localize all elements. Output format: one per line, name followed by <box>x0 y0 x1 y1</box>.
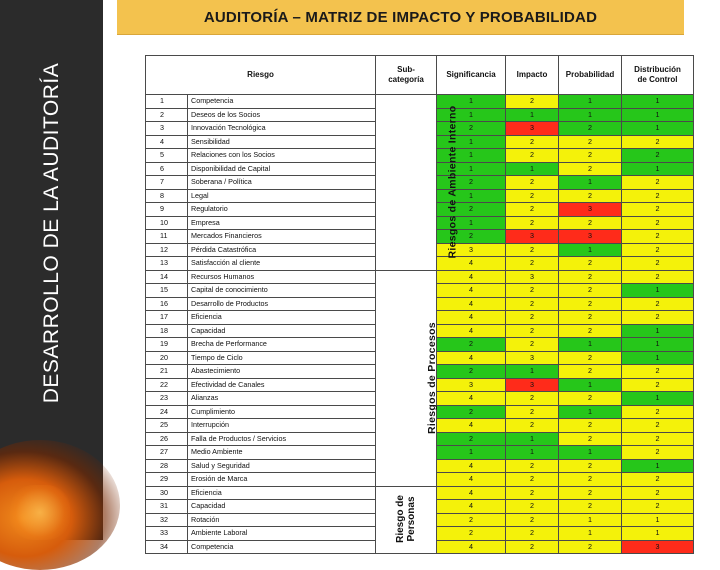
risk-name: Capacidad <box>188 500 376 514</box>
significancia-cell: 1 <box>437 108 506 122</box>
probabilidad-cell: 2 <box>559 486 622 500</box>
impacto-cell: 2 <box>506 486 559 500</box>
impacto-cell: 3 <box>506 230 559 244</box>
risk-name: Medio Ambiente <box>188 446 376 460</box>
page-title: AUDITORÍA – MATRIZ DE IMPACTO Y PROBABILIDAD <box>203 9 598 26</box>
risk-number: 27 <box>146 446 188 460</box>
risk-name: Mercados Financieros <box>188 230 376 244</box>
probabilidad-cell: 2 <box>559 432 622 446</box>
sidebar-orange-highlight <box>10 485 70 540</box>
subcategory-cell <box>376 95 459 271</box>
impacto-cell: 1 <box>506 446 559 460</box>
risk-matrix-container <box>145 55 693 551</box>
impacto-cell: 2 <box>506 203 559 217</box>
risk-name: Empresa <box>188 216 376 230</box>
distribucion-cell: 1 <box>622 324 694 338</box>
significancia-cell: 4 <box>437 459 506 473</box>
impacto-cell: 2 <box>506 284 559 298</box>
risk-name: Desarrollo de Productos <box>188 297 376 311</box>
impacto-cell: 2 <box>506 311 559 325</box>
table-row <box>146 95 694 109</box>
impacto-cell: 2 <box>506 473 559 487</box>
significancia-cell: 2 <box>437 432 506 446</box>
impacto-cell: 2 <box>506 243 559 257</box>
distribucion-cell: 1 <box>622 162 694 176</box>
significancia-cell: 2 <box>437 527 506 541</box>
significancia-cell: 1 <box>437 135 506 149</box>
significancia-cell: 4 <box>437 419 506 433</box>
distribucion-cell: 2 <box>622 203 694 217</box>
distribucion-cell: 1 <box>622 338 694 352</box>
risk-number: 32 <box>146 513 188 527</box>
distribucion-cell: 2 <box>622 230 694 244</box>
risk-name: Falla de Productos / Servicios <box>188 432 376 446</box>
impacto-cell: 2 <box>506 527 559 541</box>
impacto-cell: 2 <box>506 500 559 514</box>
risk-number: 11 <box>146 230 188 244</box>
risk-number: 16 <box>146 297 188 311</box>
distribucion-cell: 1 <box>622 95 694 109</box>
subcategory-label-line2: Personas <box>406 496 418 542</box>
impacto-cell: 2 <box>506 189 559 203</box>
header-distribucion-line2: de Control <box>637 75 678 84</box>
impacto-cell: 1 <box>506 162 559 176</box>
table-row <box>146 270 694 284</box>
impacto-cell: 2 <box>506 95 559 109</box>
risk-number: 28 <box>146 459 188 473</box>
probabilidad-cell: 2 <box>559 351 622 365</box>
distribucion-cell: 1 <box>622 459 694 473</box>
impacto-cell: 2 <box>506 135 559 149</box>
distribucion-cell: 2 <box>622 149 694 163</box>
impacto-cell: 2 <box>506 297 559 311</box>
distribucion-cell: 2 <box>622 473 694 487</box>
risk-number: 3 <box>146 122 188 136</box>
distribucion-cell: 1 <box>622 351 694 365</box>
probabilidad-cell: 1 <box>559 108 622 122</box>
risk-name: Brecha de Performance <box>188 338 376 352</box>
significancia-cell: 1 <box>437 149 506 163</box>
risk-name: Innovación Tecnológica <box>188 122 376 136</box>
subcategory-label: Riesgos de Ambiente Interno <box>446 105 459 259</box>
risk-name: Salud y Seguridad <box>188 459 376 473</box>
sidebar <box>0 0 103 540</box>
risk-name: Interrupción <box>188 419 376 433</box>
risk-number: 1 <box>146 95 188 109</box>
probabilidad-cell: 2 <box>559 135 622 149</box>
significancia-cell: 1 <box>437 446 506 460</box>
risk-name: Regulatorio <box>188 203 376 217</box>
impacto-cell: 2 <box>506 405 559 419</box>
risk-name: Competencia <box>188 95 376 109</box>
impacto-cell: 2 <box>506 257 559 271</box>
risk-number: 5 <box>146 149 188 163</box>
risk-name: Alianzas <box>188 392 376 406</box>
probabilidad-cell: 2 <box>559 500 622 514</box>
header-distribucion-line1: Distribución <box>634 65 681 74</box>
probabilidad-cell: 1 <box>559 513 622 527</box>
impacto-cell: 1 <box>506 365 559 379</box>
probabilidad-cell: 2 <box>559 122 622 136</box>
significancia-cell: 1 <box>437 189 506 203</box>
impacto-cell: 2 <box>506 324 559 338</box>
risk-number: 10 <box>146 216 188 230</box>
subcategory-label: Riesgos de Procesos <box>425 321 438 434</box>
risk-name: Recursos Humanos <box>188 270 376 284</box>
risk-number: 33 <box>146 527 188 541</box>
probabilidad-cell: 1 <box>559 446 622 460</box>
header-subcategoria-line1: Sub- <box>397 65 415 74</box>
probabilidad-cell: 2 <box>559 270 622 284</box>
probabilidad-cell: 2 <box>559 311 622 325</box>
header-subcategoria <box>376 56 437 95</box>
risk-number: 9 <box>146 203 188 217</box>
risk-name: Eficiencia <box>188 311 376 325</box>
risk-number: 18 <box>146 324 188 338</box>
significancia-cell: 4 <box>437 311 506 325</box>
risk-number: 34 <box>146 540 188 554</box>
distribucion-cell: 2 <box>622 311 694 325</box>
distribucion-cell: 2 <box>622 432 694 446</box>
probabilidad-cell: 2 <box>559 297 622 311</box>
distribucion-cell: 2 <box>622 446 694 460</box>
distribucion-cell: 2 <box>622 378 694 392</box>
probabilidad-cell: 1 <box>559 176 622 190</box>
significancia-cell: 4 <box>437 297 506 311</box>
subcategory-cell <box>376 486 437 554</box>
significancia-cell: 4 <box>437 324 506 338</box>
risk-name: Disponibilidad de Capital <box>188 162 376 176</box>
risk-number: 7 <box>146 176 188 190</box>
distribucion-cell: 2 <box>622 365 694 379</box>
significancia-cell: 1 <box>437 162 506 176</box>
risk-name: Cumplimiento <box>188 405 376 419</box>
impacto-cell: 2 <box>506 459 559 473</box>
subcategory-cell <box>376 270 437 486</box>
probabilidad-cell: 1 <box>559 95 622 109</box>
distribucion-cell: 2 <box>622 297 694 311</box>
table-row <box>146 486 694 500</box>
distribucion-cell: 2 <box>622 257 694 271</box>
risk-number: 20 <box>146 351 188 365</box>
probabilidad-cell: 1 <box>559 527 622 541</box>
probabilidad-cell: 2 <box>559 459 622 473</box>
distribucion-cell: 3 <box>622 540 694 554</box>
significancia-cell: 2 <box>437 338 506 352</box>
significancia-cell: 2 <box>437 203 506 217</box>
probabilidad-cell: 1 <box>559 405 622 419</box>
significancia-cell: 3 <box>437 243 506 257</box>
probabilidad-cell: 2 <box>559 257 622 271</box>
header-impacto: Impacto <box>506 56 559 95</box>
probabilidad-cell: 2 <box>559 540 622 554</box>
risk-name: Competencia <box>188 540 376 554</box>
probabilidad-cell: 2 <box>559 149 622 163</box>
risk-name: Pérdida Catastrófica <box>188 243 376 257</box>
impacto-cell: 2 <box>506 513 559 527</box>
significancia-cell: 4 <box>437 392 506 406</box>
significancia-cell: 4 <box>437 270 506 284</box>
impacto-cell: 1 <box>506 432 559 446</box>
risk-name: Capital de conocimiento <box>188 284 376 298</box>
probabilidad-cell: 1 <box>559 243 622 257</box>
probabilidad-cell: 2 <box>559 216 622 230</box>
risk-number: 21 <box>146 365 188 379</box>
risk-number: 4 <box>146 135 188 149</box>
risk-name: Capacidad <box>188 324 376 338</box>
risk-name: Tiempo de Ciclo <box>188 351 376 365</box>
risk-number: 15 <box>146 284 188 298</box>
significancia-cell: 4 <box>437 540 506 554</box>
risk-number: 25 <box>146 419 188 433</box>
distribucion-cell: 1 <box>622 513 694 527</box>
significancia-cell: 2 <box>437 230 506 244</box>
risk-number: 26 <box>146 432 188 446</box>
probabilidad-cell: 2 <box>559 473 622 487</box>
significancia-cell: 2 <box>437 122 506 136</box>
risk-name: Eficiencia <box>188 486 376 500</box>
risk-name: Abastecimiento <box>188 365 376 379</box>
impacto-cell: 3 <box>506 122 559 136</box>
distribucion-cell: 1 <box>622 108 694 122</box>
risk-number: 29 <box>146 473 188 487</box>
header-row <box>146 56 694 95</box>
sidebar-vertical-title: DESARROLLO DE LA AUDITORÍA <box>40 62 63 404</box>
distribucion-cell: 2 <box>622 176 694 190</box>
subcategory-label-line1: Riesgo de <box>395 495 407 544</box>
significancia-cell: 2 <box>437 405 506 419</box>
risk-name: Legal <box>188 189 376 203</box>
impacto-cell: 1 <box>506 108 559 122</box>
impacto-cell: 2 <box>506 540 559 554</box>
risk-number: 6 <box>146 162 188 176</box>
distribucion-cell: 1 <box>622 122 694 136</box>
risk-number: 19 <box>146 338 188 352</box>
probabilidad-cell: 2 <box>559 419 622 433</box>
distribucion-cell: 2 <box>622 486 694 500</box>
distribucion-cell: 2 <box>622 419 694 433</box>
distribucion-cell: 1 <box>622 527 694 541</box>
significancia-cell: 4 <box>437 473 506 487</box>
risk-number: 2 <box>146 108 188 122</box>
risk-name: Erosión de Marca <box>188 473 376 487</box>
impacto-cell: 2 <box>506 149 559 163</box>
probabilidad-cell: 1 <box>559 338 622 352</box>
risk-number: 31 <box>146 500 188 514</box>
distribucion-cell: 2 <box>622 216 694 230</box>
impacto-cell: 3 <box>506 378 559 392</box>
impacto-cell: 2 <box>506 176 559 190</box>
risk-number: 13 <box>146 257 188 271</box>
significancia-cell: 2 <box>437 513 506 527</box>
probabilidad-cell: 2 <box>559 365 622 379</box>
probabilidad-cell: 1 <box>559 378 622 392</box>
impacto-cell: 2 <box>506 216 559 230</box>
probabilidad-cell: 2 <box>559 392 622 406</box>
probabilidad-cell: 3 <box>559 230 622 244</box>
probabilidad-cell: 2 <box>559 162 622 176</box>
significancia-cell: 4 <box>437 486 506 500</box>
risk-number: 8 <box>146 189 188 203</box>
impacto-cell: 2 <box>506 338 559 352</box>
risk-name: Rotación <box>188 513 376 527</box>
distribucion-cell: 1 <box>622 392 694 406</box>
title-bar <box>117 0 684 35</box>
distribucion-cell: 2 <box>622 135 694 149</box>
distribucion-cell: 2 <box>622 500 694 514</box>
risk-name: Relaciones con los Socios <box>188 149 376 163</box>
risk-name: Deseos de los Socios <box>188 108 376 122</box>
risk-name: Soberana / Política <box>188 176 376 190</box>
risk-name: Efectividad de Canales <box>188 378 376 392</box>
significancia-cell: 2 <box>437 176 506 190</box>
distribucion-cell: 2 <box>622 189 694 203</box>
significancia-cell: 3 <box>437 378 506 392</box>
significancia-cell: 2 <box>437 365 506 379</box>
impacto-cell: 3 <box>506 351 559 365</box>
header-subcategoria-line2: categoría <box>388 75 424 84</box>
subcategory-label <box>395 495 417 543</box>
significancia-cell: 4 <box>437 351 506 365</box>
risk-name: Sensibilidad <box>188 135 376 149</box>
significancia-cell: 1 <box>437 216 506 230</box>
significancia-cell: 4 <box>437 500 506 514</box>
risk-number: 24 <box>146 405 188 419</box>
distribucion-cell: 2 <box>622 270 694 284</box>
impacto-cell: 2 <box>506 419 559 433</box>
header-riesgo: Riesgo <box>146 56 376 95</box>
probabilidad-cell: 2 <box>559 284 622 298</box>
risk-name: Ambiente Laboral <box>188 527 376 541</box>
risk-matrix-table <box>145 55 694 554</box>
risk-number: 22 <box>146 378 188 392</box>
risk-number: 30 <box>146 486 188 500</box>
probabilidad-cell: 3 <box>559 203 622 217</box>
risk-number: 17 <box>146 311 188 325</box>
distribucion-cell: 2 <box>622 243 694 257</box>
impacto-cell: 3 <box>506 270 559 284</box>
header-distribucion <box>622 56 694 95</box>
significancia-cell: 1 <box>437 95 506 109</box>
probabilidad-cell: 2 <box>559 324 622 338</box>
table-body <box>146 95 694 554</box>
risk-number: 14 <box>146 270 188 284</box>
impacto-cell: 2 <box>506 392 559 406</box>
risk-number: 23 <box>146 392 188 406</box>
header-probabilidad: Probabilidad <box>559 56 622 95</box>
probabilidad-cell: 2 <box>559 189 622 203</box>
distribucion-cell: 1 <box>622 284 694 298</box>
header-significancia: Significancia <box>437 56 506 95</box>
risk-number: 12 <box>146 243 188 257</box>
significancia-cell: 4 <box>437 284 506 298</box>
significancia-cell: 4 <box>437 257 506 271</box>
distribucion-cell: 2 <box>622 405 694 419</box>
risk-name: Satisfacción al cliente <box>188 257 376 271</box>
